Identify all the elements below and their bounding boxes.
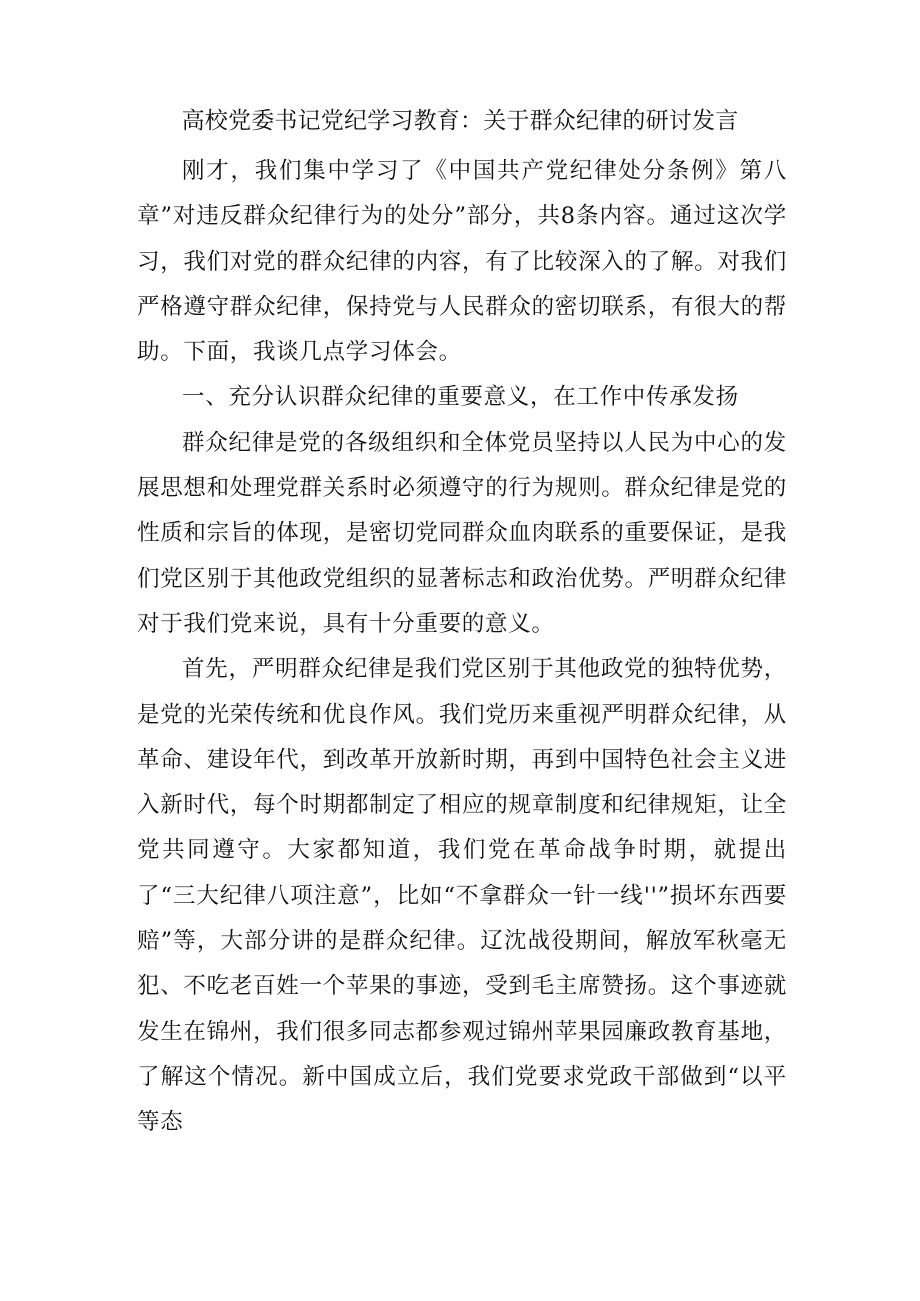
paragraph-intro: 刚才，我们集中学习了《中国共产党纪律处分条例》第八章”对违反群众纪律行为的处分”部分，共8条内容。通过这次学习，我们对党的群众纪律的内容，有了比较深入的了解。对我们严格遵守群众纪律，保持党与人民群众的密切联系，有很大的帮助。下面，我谈几点学习体会。 <box>137 158 787 366</box>
paragraph-significance: 群众纪律是党的各级组织和全体党员坚持以人民为中心的发展思想和处理党群关系时必须遵守的行为规则。群众纪律是党的性质和宗旨的体现，是密切党同群众血肉联系的重要保证，是我们党区别于其他政党组织的显著标志和政治优势。严明群众纪律对于我们党来说，具有十分重要的意义。 <box>137 429 787 637</box>
paragraph-firstly: 首先，严明群众纪律是我们党区别于其他政党的独特优势，是党的光荣传统和优良作风。我们党历来重视严明群众纪律，从革命、建设年代，到改革开放新时期，再到中国特色社会主义进入新时代，每个时期都制定了相应的规章制度和纪律规矩，让全党共同遵守。大家都知道，我们党在革命战争时期，就提出了“三大纪律八项注意”，比如“不拿群众一针一线''”损坏东西要赔”等，大部分讲的是群众纪律。辽沈战役期间，解放军秋毫无犯、不吃老百姓一个苹果的事迹，受到毛主席赞扬。这个事迹就发生在锦州，我们很多同志都参观过锦州苹果园廉政教育基地，了解这个情况。新中国成立后，我们党要求党政干部做到“以平等态 <box>137 656 787 1136</box>
section-heading-1: 一、充分认识群众纪律的重要意义，在工作中传承发扬 <box>182 384 739 411</box>
document-title: 高校党委书记党纪学习教育：关于群众纪律的研讨发言 <box>181 108 739 134</box>
document-body <box>137 149 787 1146</box>
